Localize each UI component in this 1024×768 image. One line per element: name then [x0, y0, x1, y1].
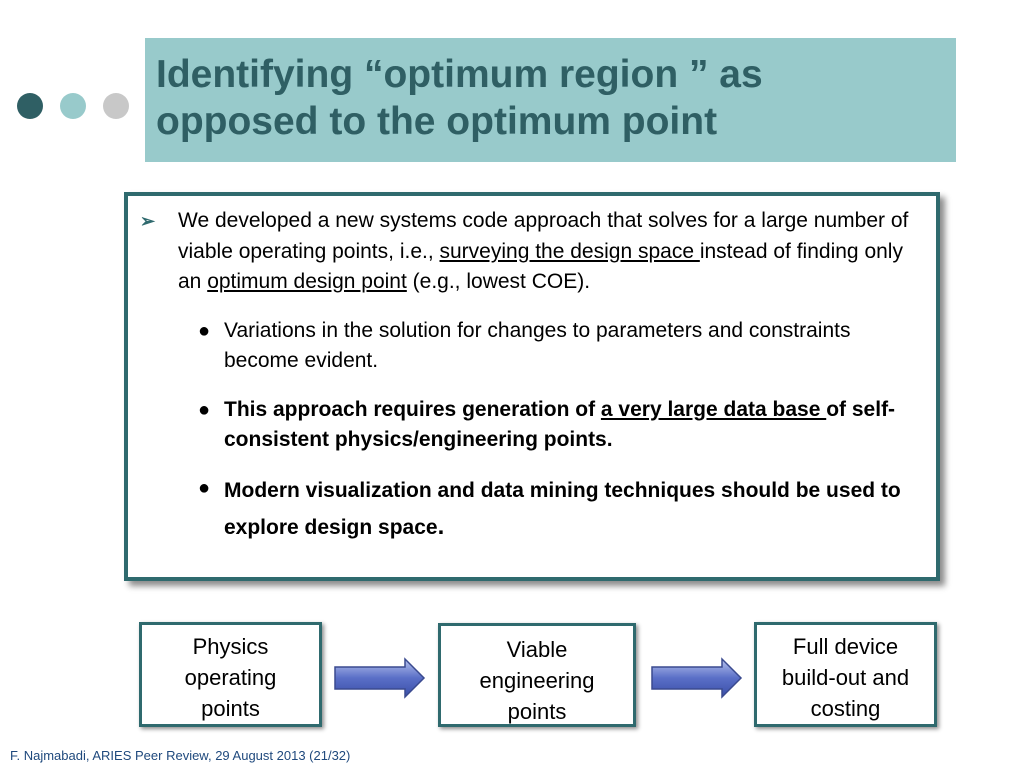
sub-bullet-3-period: .: [437, 512, 445, 540]
flow-box-line: engineering: [479, 668, 595, 693]
decorative-dot-teal: [60, 93, 86, 119]
flow-box-line: Viable: [506, 637, 568, 662]
flow-box-line: points: [201, 696, 260, 721]
sub-bullet-1-text: Variations in the solution for changes to parameters and constraints become evident.: [224, 318, 851, 372]
main-bullet-text-1: We developed a new systems code approach that solves for a large number of viable operating points, i.e.,: [178, 209, 909, 263]
sub-bullet-3-text: Modern visualization and data mining techniques should be used to explore design space: [224, 478, 901, 539]
decorative-dot-dark: [17, 93, 43, 119]
flow-box-line: Full device: [792, 634, 899, 659]
content-box: [124, 192, 940, 581]
sub-bullet-2-text-1: This approach requires generation of: [224, 397, 601, 421]
footer-text: F. Najmabadi, ARIES Peer Review, 29 August 2013 (21/32): [10, 748, 351, 763]
right-arrow-icon: [333, 657, 427, 699]
flow-box-full-device: [754, 622, 937, 727]
decorative-dot-gray: [103, 93, 129, 119]
flow-box-line: points: [507, 699, 567, 724]
right-arrow-icon: [650, 657, 744, 699]
sub-bullet-list: [140, 316, 916, 546]
sub-bullet-1: [140, 316, 916, 377]
slide-title-line1: Identifying “optimum region ” as: [156, 53, 763, 96]
flow-box-line: operating: [184, 665, 277, 690]
title-band: [145, 38, 956, 162]
main-bullet-text-2: instead of finding only an: [178, 239, 903, 293]
flow-box-viable: [438, 623, 636, 727]
slide-title: [156, 51, 956, 145]
flow-box-line: Physics: [192, 634, 269, 659]
dot-bullet-icon: ●: [198, 398, 211, 421]
sub-bullet-2: [140, 395, 916, 456]
main-bullet-underline-1: surveying the design space: [439, 239, 700, 263]
slide-title-line2: opposed to the optimum point: [156, 100, 718, 143]
flow-box-line: costing: [810, 696, 881, 721]
arrow-bullet-icon: ➢: [140, 211, 156, 231]
sub-bullet-2-text-2: of self-consistent physics/engineering points.: [224, 397, 896, 451]
dot-bullet-icon: ●: [198, 319, 211, 342]
main-bullet: [140, 206, 916, 298]
flow-box-line: build-out and: [781, 665, 910, 690]
main-bullet-underline-2: optimum design point: [207, 270, 407, 293]
flow-box-physics: [139, 622, 322, 727]
sub-bullet-2-underline: a very large data base: [600, 397, 827, 421]
sub-bullet-3: [140, 473, 916, 546]
dot-bullet-icon: ●: [198, 476, 211, 499]
main-bullet-text-3: (e.g., lowest COE).: [406, 270, 591, 293]
